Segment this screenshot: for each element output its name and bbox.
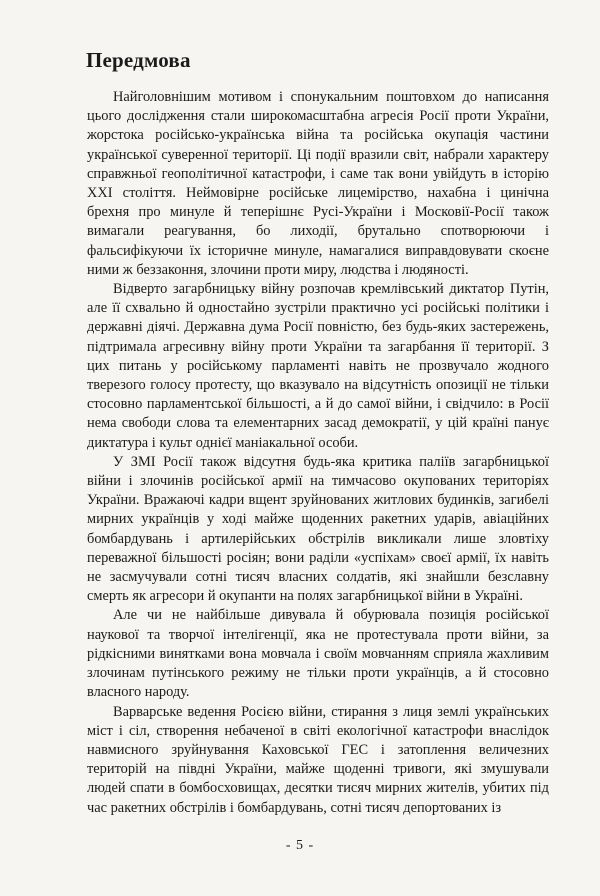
paragraph-4: Але чи не найбільше дивувала й обурювала позиція російської наукової та творчої інтелігенції, яка не протестувала проти війни, за рідкісними винятками вона мовчала і своїм мовчанням сприяла жахливим злочинам путінського режиму не тільки проти українців, а й стосовно власного народу.: [87, 607, 549, 701]
paragraph-5: Варварське ведення Росією війни, стирання з лиця землі українських міст і сіл, створення небаченої в світі екологічної катастрофи внаслідок навмисного зруйнування Каховської ГЕС і затоплення величезних територій на півдні України, майже щоденні тривоги, які змушували людей спати в бомбосховищах, десятки тисяч мирних жителів, убитих під час ракетних обстрілів і бомбардувань, сотні тисяч депортованих із: [87, 703, 549, 816]
paragraph-1: Найголовнішим мотивом і спонукальним поштовхом до написання цього дослідження стали широкомасштабна агресія Росії проти України, жорстока російсько-українська війна та російська окупація частини української суверенної території. Ці події вразили світ, набрали характеру справжньої геополітичної катастрофи, і саме так вони увійдуть в історію XXI століття. Неймовірне російське лицемірство, нахабна і цинічна брехня про минуле й теперішнє Русі-України і Московії-Росії також вимагали реагування, бо лиходії, брутально спотворюючи і фальсифікуючи їх історичне минуле, намагалися виправдовувати скоєне ними ж беззаконня, злочини проти миру, людства і людяності.: [87, 89, 549, 278]
page-number: - 5 -: [285, 838, 315, 853]
paragraph-2: Відверто загарбницьку війну розпочав кремлівський диктатор Путін, але її схвально й одностайно зустріли практично усі російські політики і державні діячі. Державна дума Росії повністю, без будь-яких застережень, підтримала агресивну війну проти України та загарбання її території. З цих питань у російському парламенті навіть не прозвучало жодного тверезого голосу протесту, що вказувало на відсутність опозиції не тільки стосовно парламентської більшості, а й до самої війни, і свідчило: в Росії нема свободи слова та елементарних засад демократії, у цій країні панує диктатура і культ однієї маніакальної особи.: [87, 281, 549, 451]
section-title: Передмова: [86, 48, 191, 72]
paragraph-3: У ЗМІ Росії також відсутня будь-яка критика паліїв загарбницької війни і злочинів російської армії на тимчасово окупованих територіях України. Вражаючі кадри вщент зруйнованих житлових будинків, загибелі мирних українців у ході майже щоденних ракетних ударів, авіаційних бомбардувань і артилерійських обстрілів викликали лише зловтіху переважної більшості росіян; вони раділи «успіхам» своєї армії, їх навіть не засмучували сотні тисяч власних солдатів, які знайшли безславну смерть як агресори й окупанти на полях загарбницької війни в Україні.: [87, 453, 549, 605]
body-text: [87, 88, 549, 818]
